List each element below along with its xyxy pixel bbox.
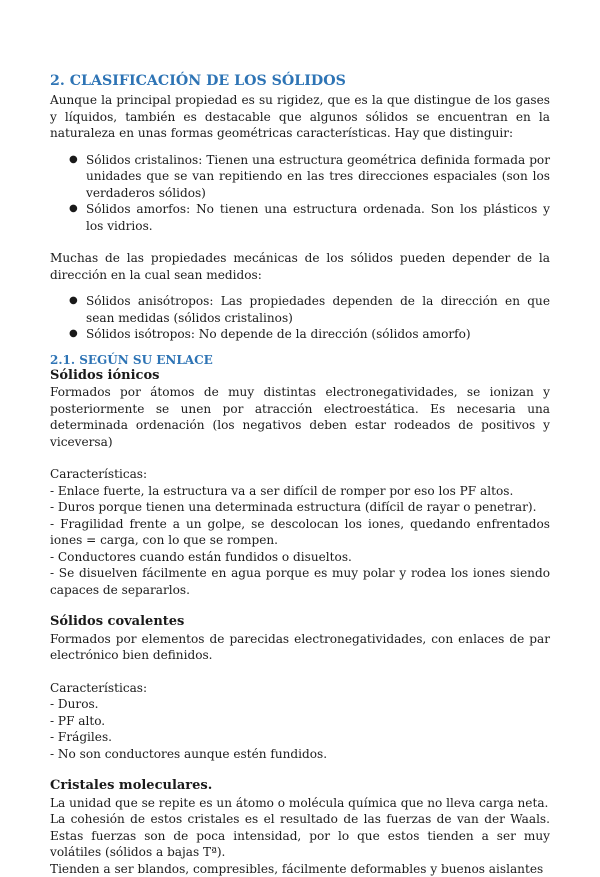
covalent-characteristics-label: Características: — [50, 680, 550, 697]
bullet-icon: ● — [69, 201, 78, 218]
molecular-line: Tienden a ser blandos, compresibles, fácilmente deformables y buenos aislantes — [50, 861, 550, 877]
list-item: - Frágiles. — [50, 729, 550, 746]
mechanical-properties-paragraph: Muchas de las propiedades mecánicas de los sólidos pueden depender de la dirección en la cual sean medidos: — [50, 250, 550, 283]
list-item: ● Sólidos anisótropos: Las propiedades dependen de la dirección en que sean medidas (sólidos cristalinos) — [86, 293, 550, 326]
list-item: - Fragilidad frente a un golpe, se descolocan los iones, quedando enfrentados iones = carga, con lo que se rompen. — [50, 516, 550, 549]
section-heading: 2. CLASIFICACIÓN DE LOS SÓLIDOS — [50, 72, 550, 90]
list-item: ● Sólidos isótropos: No depende de la dirección (sólidos amorfo) — [86, 326, 550, 343]
list-item: ● Sólidos cristalinos: Tienen una estructura geométrica definida formada por unidades que se van repitiendo en las tres direcciones espaciales (son los verdaderos sólidos) — [86, 152, 550, 202]
molecular-line: La cohesión de estos cristales es el resultado de las fuerzas de van der Waals. Estas fuerzas son de poca intensidad, por lo que estos tienden a ser muy volátiles (sólidos a bajas Tª). — [50, 811, 550, 861]
ionic-heading: Sólidos iónicos — [50, 368, 550, 385]
isotropy-list — [50, 293, 550, 343]
list-item: - Se disuelven fácilmente en agua porque es muy polar y rodea los iones siendo capaces de separarlos. — [50, 565, 550, 598]
section-intro: Aunque la principal propiedad es su rigidez, que es la que distingue de los gases y líquidos, también es destacable que algunos sólidos se encuentran en la naturaleza en unas formas geométricas características. Hay que distinguir: — [50, 92, 550, 142]
solid-types-list — [50, 152, 550, 235]
ionic-characteristics-label: Características: — [50, 466, 550, 483]
list-item: - Conductores cuando están fundidos o disueltos. — [50, 549, 550, 566]
subsection-heading: 2.1. SEGÚN SU ENLACE — [50, 353, 550, 368]
list-item: - Duros. — [50, 696, 550, 713]
molecular-line: La unidad que se repite es un átomo o molécula química que no lleva carga neta. — [50, 795, 550, 812]
bullet-icon: ● — [69, 293, 78, 310]
molecular-heading: Cristales moleculares. — [50, 778, 550, 795]
ionic-description: Formados por átomos de muy distintas electronegatividades, se ionizan y posteriormente se unen por atracción electroestática. Es necesaria una determinada ordenación (los negativos deben estar rodeados de positivos y viceversa) — [50, 384, 550, 450]
list-item: - Duros porque tienen una determinada estructura (difícil de rayar o penetrar). — [50, 499, 550, 516]
list-item: - No son conductores aunque estén fundidos. — [50, 746, 550, 763]
covalent-heading: Sólidos covalentes — [50, 614, 550, 631]
list-item: - PF alto. — [50, 713, 550, 730]
bullet-icon: ● — [69, 152, 78, 169]
covalent-description: Formados por elementos de parecidas electronegatividades, con enlaces de par electrónico bien definidos. — [50, 631, 550, 664]
list-item: - Enlace fuerte, la estructura va a ser difícil de romper por eso los PF altos. — [50, 483, 550, 500]
list-item: ● Sólidos amorfos: No tienen una estructura ordenada. Son los plásticos y los vidrios. — [86, 201, 550, 234]
bullet-icon: ● — [69, 326, 78, 343]
